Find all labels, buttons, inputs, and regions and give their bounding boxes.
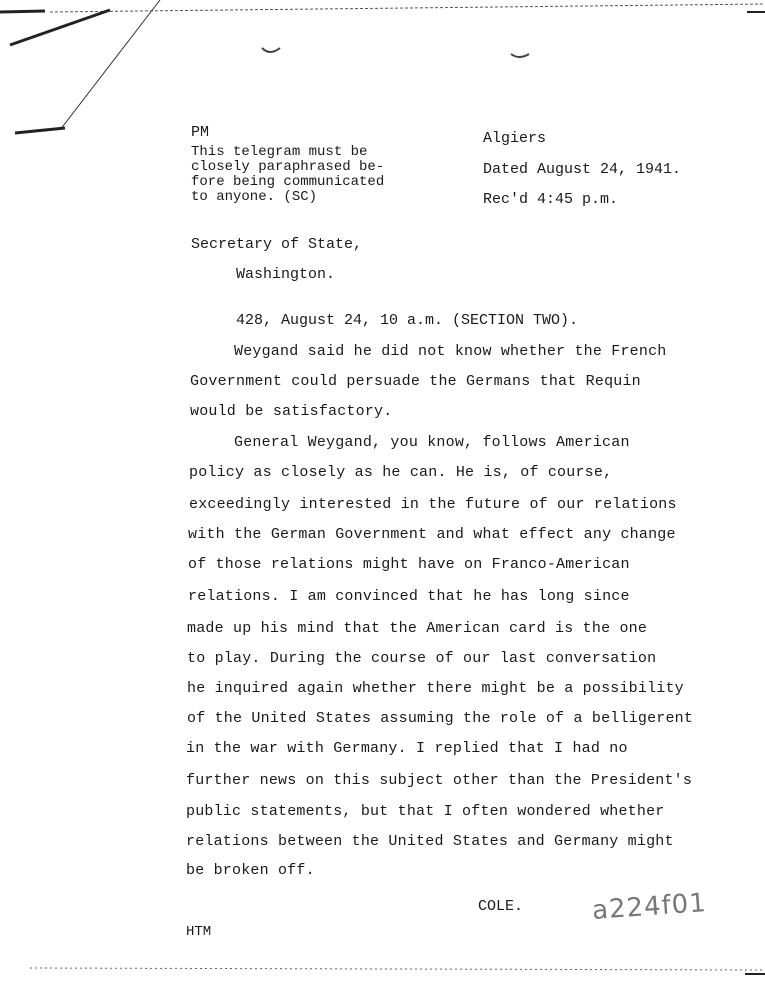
body-line: to play. During the course of our last conversation	[187, 650, 657, 667]
body-line: in the war with Germany. I replied that I had no	[186, 740, 628, 757]
body-line: General Weygand, you know, follows American	[234, 434, 630, 451]
paraphrase-note-line: This telegram must be	[191, 144, 368, 160]
body-line: of the United States assuming the role of a belligerent	[187, 710, 694, 727]
handwritten-file-number: a224f01	[591, 888, 708, 926]
body-line: further news on this subject other than the President's	[186, 772, 693, 789]
body-line: made up his mind that the American card is the one	[187, 620, 648, 637]
body-line: with the German Government and what effect any change	[188, 526, 676, 543]
received-line: Rec'd 4:45 p.m.	[483, 191, 619, 208]
body-line: policy as closely as he can. He is, of course,	[189, 464, 613, 481]
body-line: relations between the United States and Germany might	[186, 833, 674, 850]
body-line: Weygand said he did not know whether the French	[234, 343, 667, 360]
initials: HTM	[186, 924, 212, 940]
body-line: he inquired again whether there might be a possibility	[187, 680, 684, 697]
body-line: be broken off.	[186, 862, 315, 879]
paraphrase-note-line: fore being communicated	[191, 174, 385, 190]
body-line: of those relations might have on Franco-American	[188, 556, 630, 573]
body-line: public statements, but that I often wondered whether	[186, 803, 665, 820]
telegram-code: PM	[191, 124, 210, 141]
body-line: would be satisfactory.	[190, 403, 393, 420]
paraphrase-note-line: closely paraphrased be-	[191, 159, 385, 175]
dated-line: Dated August 24, 1941.	[483, 161, 682, 178]
body-line: relations. I am convinced that he has long since	[188, 588, 630, 605]
addressee-line: Secretary of State,	[191, 236, 363, 253]
body-line: exceedingly interested in the future of our relations	[189, 496, 677, 513]
message-reference: 428, August 24, 10 a.m. (SECTION TWO).	[236, 312, 579, 329]
addressee-line: Washington.	[236, 266, 336, 283]
signature: COLE.	[478, 898, 524, 915]
body-line: Government could persuade the Germans that Requin	[190, 373, 641, 390]
paraphrase-note-line: to anyone. (SC)	[191, 189, 318, 205]
place: Algiers	[483, 130, 547, 147]
